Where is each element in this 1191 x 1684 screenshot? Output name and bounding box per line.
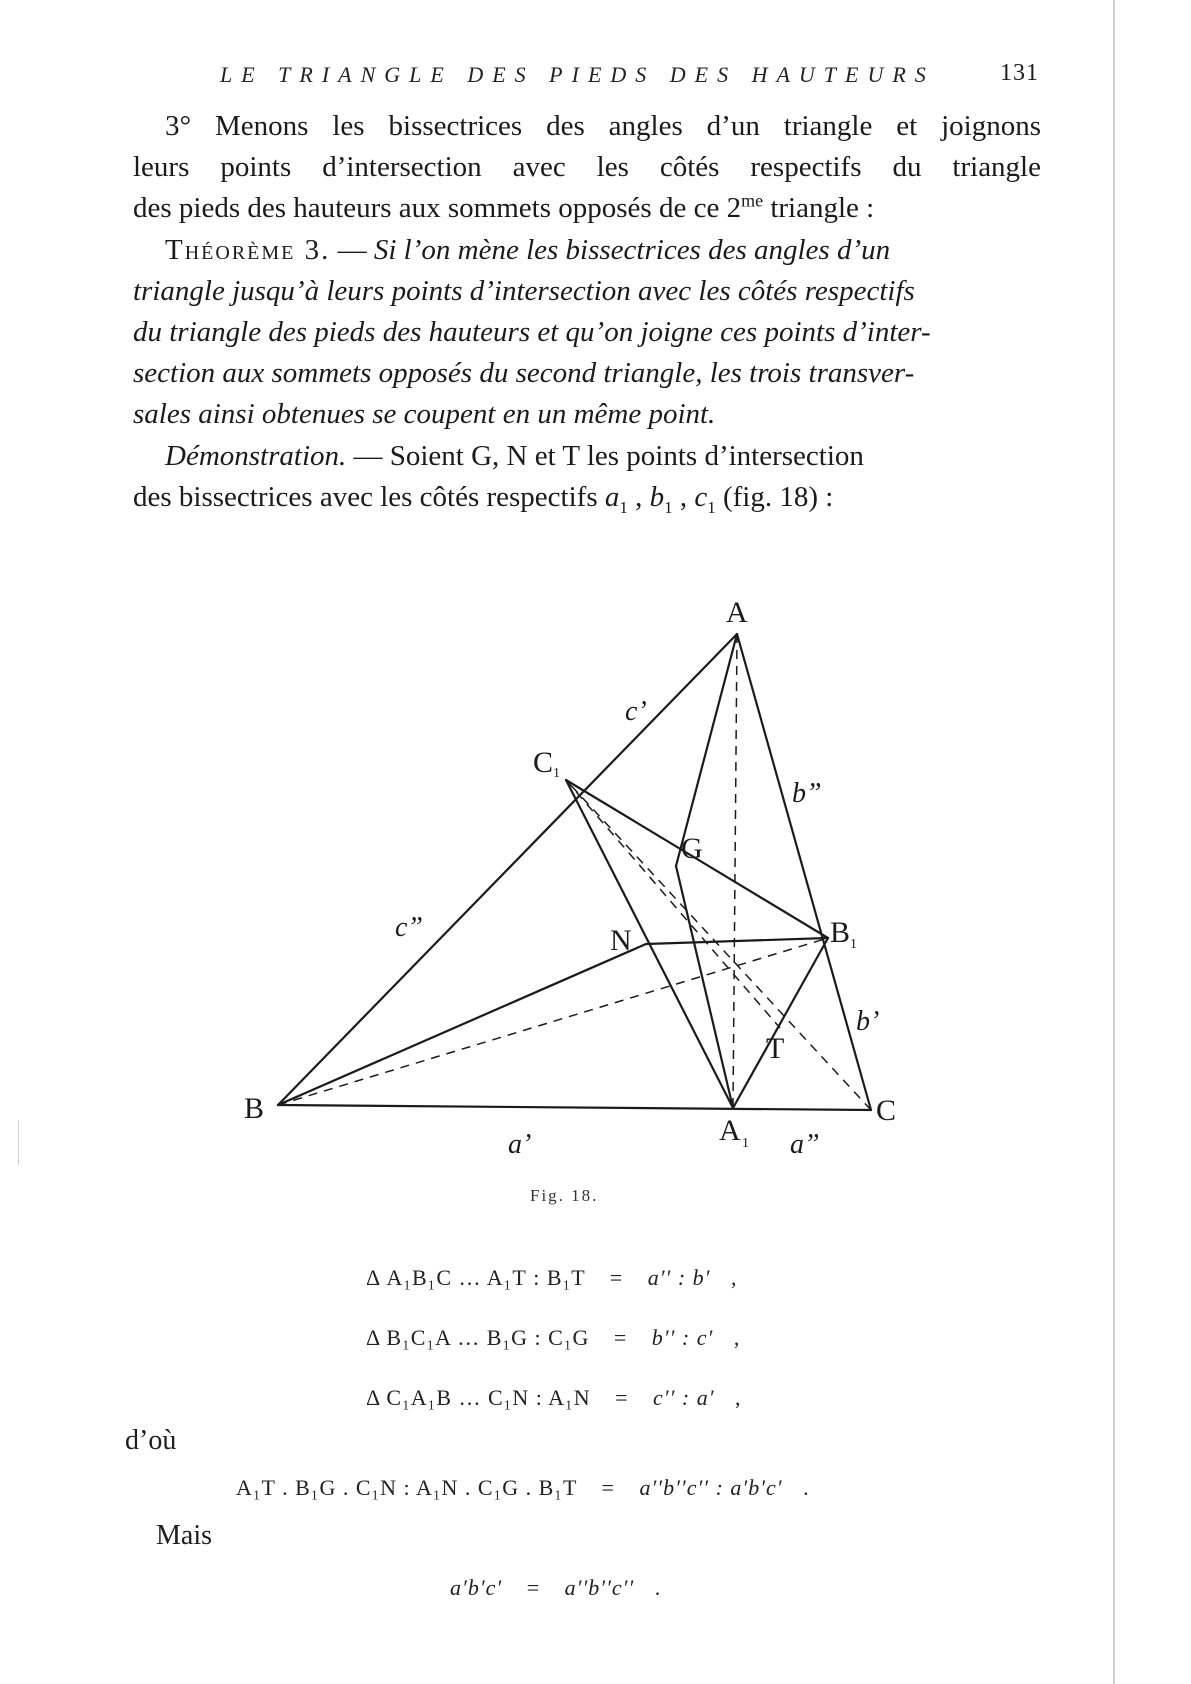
label-G: G <box>681 832 703 865</box>
dou-text: d’où <box>125 1425 177 1456</box>
label-b-dprime: b” <box>792 778 822 809</box>
equation-4-end: . <box>803 1475 810 1500</box>
equation-5-lhs: a′b′c′ <box>450 1575 503 1600</box>
label-c-prime: c’ <box>625 696 647 727</box>
label-T: T <box>766 1032 785 1065</box>
sub-a1: 1 <box>619 497 628 517</box>
equation-1-end: , <box>730 1265 738 1290</box>
label-B1: B <box>830 916 851 949</box>
equation-3-end: , <box>735 1385 742 1410</box>
equation-4 <box>236 1475 810 1501</box>
label-B: B <box>244 1092 265 1125</box>
sub-c1: 1 <box>707 497 716 517</box>
equation-2-eq: = <box>613 1325 628 1350</box>
equation-3-eq: = <box>615 1385 629 1410</box>
equation-5-end: . <box>654 1575 662 1600</box>
side-c1: c <box>694 481 708 513</box>
ordinal-suffix: me <box>741 190 764 211</box>
intro-line-3-end: triangle : <box>763 192 875 224</box>
demonstration-paragraph <box>133 436 1041 518</box>
equation-1-eq: = <box>609 1265 624 1290</box>
label-N: N <box>610 924 632 957</box>
side-a1: a <box>604 481 620 513</box>
equation-3 <box>366 1385 742 1411</box>
label-B1-sub: 1 <box>850 937 857 952</box>
intro-line-2 <box>133 147 1041 188</box>
equation-5-rhs: a′′b′′c′′ <box>564 1575 635 1600</box>
intro-paragraph <box>133 106 1041 229</box>
page-number: 131 <box>1000 60 1039 86</box>
theorem-line-1 <box>133 230 1041 271</box>
orthic-B1A1 <box>733 938 828 1108</box>
label-A: A <box>726 596 748 629</box>
figure-caption: Fig. 18. <box>530 1186 599 1205</box>
equation-3-lhs: Δ C₁A₁B … C₁N : A₁N <box>366 1385 591 1410</box>
side-BC <box>278 1105 871 1110</box>
mais-text: Mais <box>156 1520 212 1551</box>
equation-5 <box>450 1575 661 1601</box>
label-C: C <box>876 1094 897 1127</box>
figure-18 <box>0 560 1191 1200</box>
sub-b1: 1 <box>664 497 673 517</box>
theorem-line-3: du triangle des pieds des hauteurs et qu’on joigne ces points d’inter- <box>133 316 931 348</box>
label-A1-sub: 1 <box>742 1136 749 1151</box>
equation-1 <box>366 1265 737 1291</box>
theorem-line-5: sales ainsi obtenues se coupent en un même point. <box>133 398 716 430</box>
demo-line-1 <box>133 436 1041 477</box>
demo-line-1-text: — Soient G, N et T les points d’intersection <box>346 440 864 472</box>
bisector-BN <box>278 944 646 1105</box>
label-a-dprime: a” <box>790 1129 820 1160</box>
intro-line-1 <box>133 106 1041 147</box>
demonstration-label: Démonstration. <box>165 440 347 472</box>
equation-2-lhs: Δ B₁C₁A … B₁G : C₁G <box>366 1325 590 1350</box>
equation-4-rhs: a′′b′′c′′ : a′b′c′ <box>639 1475 783 1500</box>
running-title: LE TRIANGLE DES PIEDS DES HAUTEURS <box>220 62 935 87</box>
intro-line-2-text: leurs points d’intersection avec les côtés respectifs du triangle <box>133 151 1041 183</box>
intro-line-3-text: des pieds des hauteurs aux sommets opposés de ce 2 <box>133 192 742 224</box>
label-a-prime: a’ <box>508 1129 532 1160</box>
comma-1: , <box>627 481 650 513</box>
intro-line-1-text: 3° Menons les bissectrices des angles d’un triangle et joignons <box>165 110 1041 142</box>
figure-reference: (fig. 18) : <box>715 481 834 513</box>
demo-line-2-text: des bissectrices avec les côtés respectifs <box>133 481 605 513</box>
equation-4-eq: = <box>601 1475 615 1500</box>
label-C1: C <box>533 746 554 779</box>
equation-2-rhs: b′′ : c′ <box>651 1325 714 1350</box>
label-c-dprime: c” <box>395 912 423 943</box>
theorem-dash: — <box>330 234 374 266</box>
intro-line-3 <box>133 188 1041 229</box>
side-AB <box>278 634 737 1105</box>
theorem-line-2: triangle jusqu’à leurs points d’intersection avec les côtés respectifs <box>133 275 915 307</box>
altitude-AA1 <box>733 634 737 1108</box>
equation-2 <box>366 1325 740 1351</box>
theorem-paragraph <box>133 230 1041 435</box>
label-b-prime: b’ <box>856 1006 880 1037</box>
side-b1: b <box>649 481 665 513</box>
equation-5-eq: = <box>526 1575 541 1600</box>
label-A1: A <box>719 1114 741 1147</box>
demo-line-2 <box>133 477 1041 518</box>
comma-2: , <box>672 481 695 513</box>
theorem-label: Théorème 3. <box>165 234 331 266</box>
equation-3-rhs: c′′ : a′ <box>653 1385 715 1410</box>
transversal-GA1 <box>676 866 733 1108</box>
equation-1-lhs: Δ A₁B₁C … A₁T : B₁T <box>366 1265 586 1290</box>
transversal-NB1 <box>646 938 828 944</box>
theorem-line-4: section aux sommets opposés du second triangle, les trois transver- <box>133 357 915 389</box>
equation-2-end: , <box>733 1325 741 1350</box>
equation-4-lhs: A₁T . B₁G . C₁N : A₁N . C₁G . B₁T <box>236 1475 578 1500</box>
label-C1-sub: 1 <box>553 766 560 781</box>
equation-1-rhs: a′′ : b′ <box>647 1265 711 1290</box>
theorem-line-1-text: Si l’on mène les bissectrices des angles d’un <box>373 234 891 266</box>
